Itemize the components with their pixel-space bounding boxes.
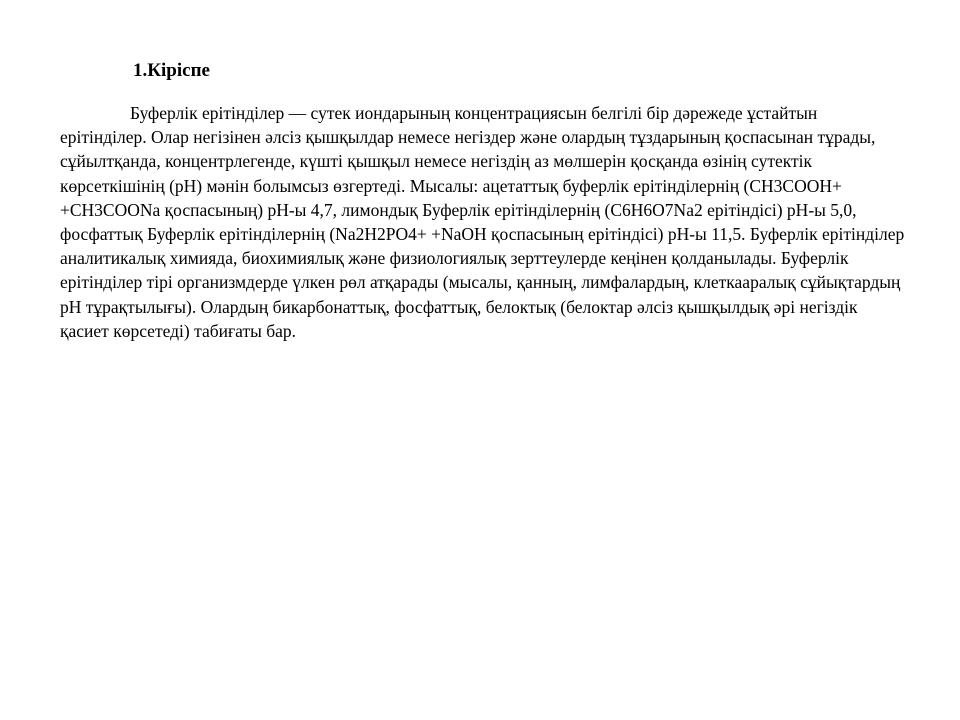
body-paragraph: Буферлік ерітінділер — сутек иондарының концентрациясын белгілі бір дәрежеде ұстайтын ерітінділер. Олар негізінен әлсіз қышқылдар немесе негіздер және олардың тұздарының қоспасынан тұрады, сұйылтқанда, концентрлегенде, күшті қышқыл немесе негіздің аз мөлшерін қосқанда өзінің сутектік көрсеткішінің (pH) мәнін болымсыз өзгертеді. Мысалы: ацетаттық буферлік ерітінділернің (CH3COOH+ +CH3COONa қоспасының) pH-ы 4,7, лимондық Буферлік ерітінділернің (C6H6O7Na2 ерітіндісі) pH-ы 5,0, фосфаттық Буферлік ерітінділернің (Na2H2PO4+ +NaOH қоспасының ерітіндісі) pH-ы 11,5. Буферлік ерітінділер аналитикалық химияда, биохимиялық және физиологиялық зерттеулерде кеңінен қолданылады. Буферлік ерітінділер тірі организмдерде үлкен рөл атқарады (мысалы, қанның, лимфалардың, клеткааралық сұйықтардың pH тұрақтылығы). Олардың бикарбонаттық, фосфаттық, белоктық (белоктар әлсіз қышқылдық әрі негіздік қасиет көрсетеді) табиғаты бар. bbox=[60, 103, 905, 341]
section-heading: 1.Кіріспе bbox=[133, 60, 210, 81]
